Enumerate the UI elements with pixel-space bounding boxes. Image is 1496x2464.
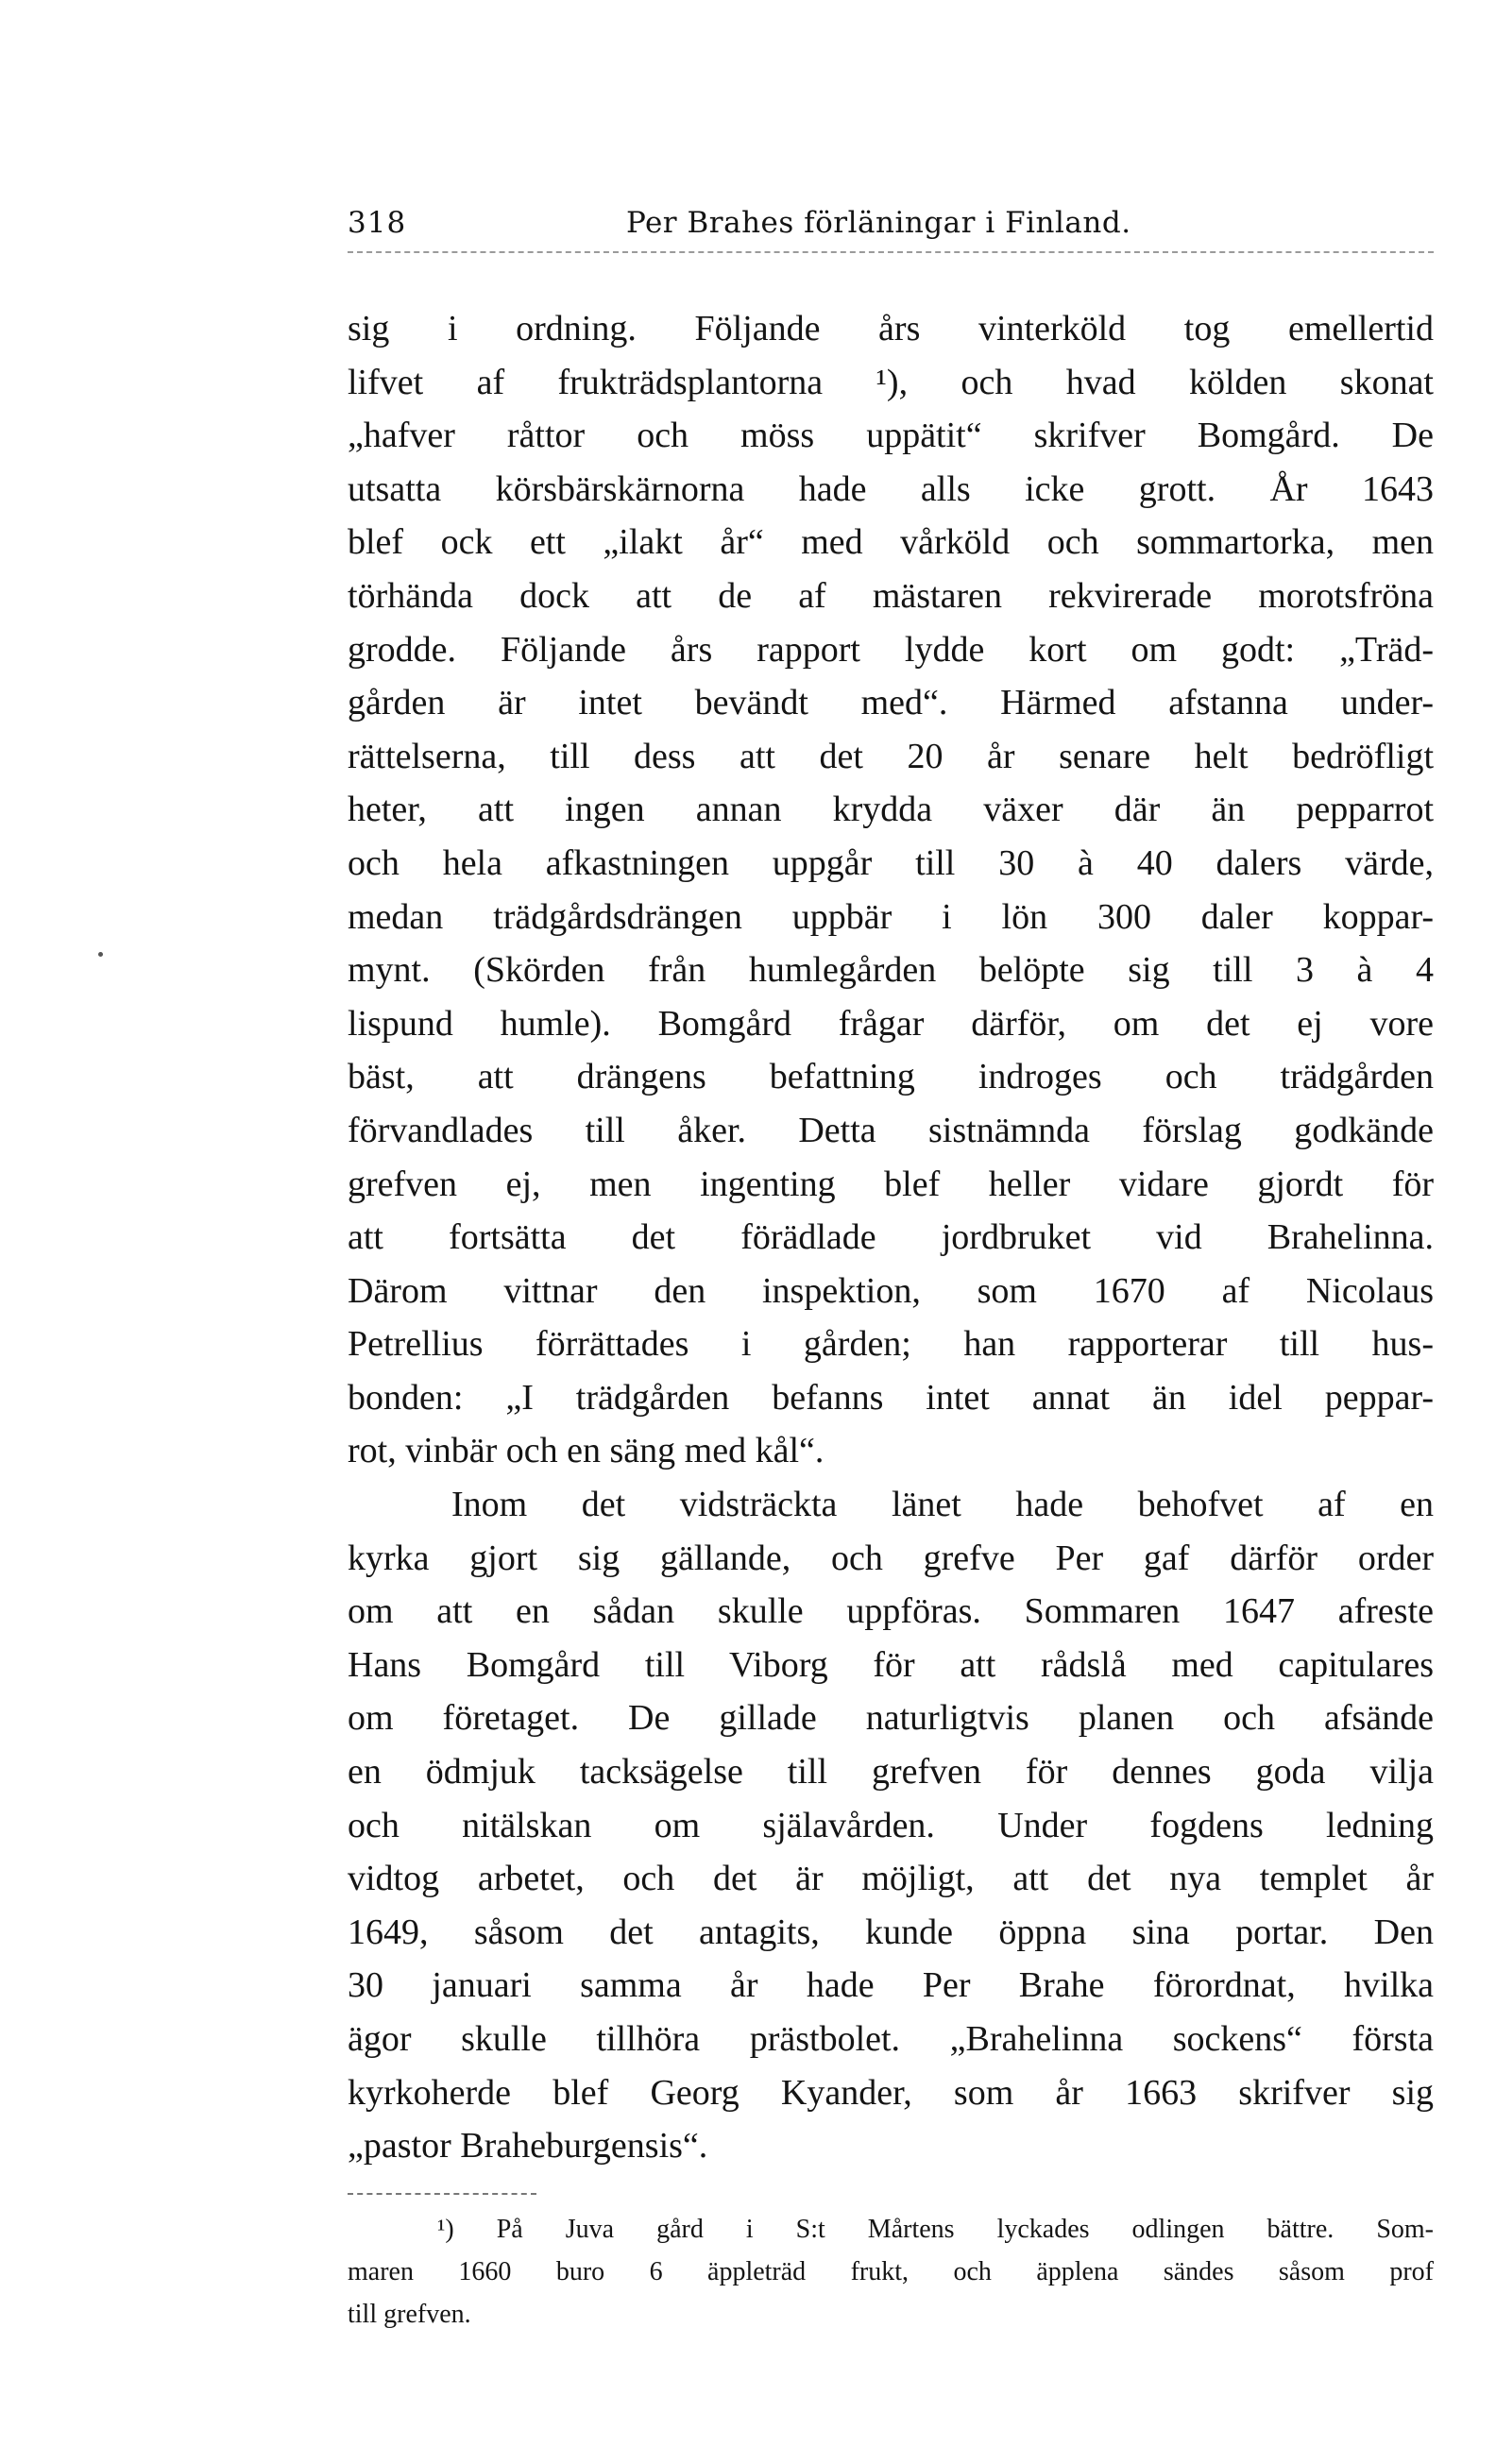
text-line: bäst, att drängens befattning indroges och trädgården bbox=[348, 1057, 1434, 1097]
text-line: sig i ordning. Följande års vinterköld tog emellertid bbox=[348, 309, 1434, 348]
text-line: „hafver råttor och möss uppätit“ skrifver Bomgård. De bbox=[348, 416, 1434, 456]
text-line: förvandlades till åker. Detta sistnämnda förslag godkände bbox=[348, 1110, 1434, 1150]
text-line: kyrka gjort sig gällande, och grefve Per gaf därför order bbox=[348, 1538, 1434, 1578]
text-line: Därom vittnar den inspektion, som 1670 af Nicolaus bbox=[348, 1270, 1434, 1311]
text-line: Hans Bomgård till Viborg för att rådslå med capitulares bbox=[348, 1644, 1434, 1685]
footnote bbox=[348, 2208, 1434, 2336]
page-number: 318 bbox=[348, 206, 407, 240]
text-line: ägor skulle tillhöra prästbolet. „Brahelinna sockens“ första bbox=[348, 2019, 1434, 2059]
text-line: grodde. Följande års rapport lydde kort om godt: „Träd- bbox=[348, 629, 1434, 670]
text-line: och hela afkastningen uppgår till 30 à 40 dalers värde, bbox=[348, 842, 1434, 883]
body-text bbox=[348, 302, 1434, 2173]
text-line: törhända dock att de af mästaren rekvirerade morotsfröna bbox=[348, 575, 1434, 616]
text-line: heter, att ingen annan krydda växer där än pepparrot bbox=[348, 790, 1434, 830]
text-line: rättelserna, till dess att det 20 år senare helt bedröfligt bbox=[348, 736, 1434, 776]
text-line: om att en sådan skulle uppföras. Sommaren 1647 afreste bbox=[348, 1591, 1434, 1632]
running-title: Per Brahes förläningar i Finland. bbox=[626, 206, 1131, 240]
text-line: grefven ej, men ingenting blef heller vidare gjordt för bbox=[348, 1164, 1434, 1204]
text-line: lispund humle). Bomgård frågar därför, om det ej vore bbox=[348, 1003, 1434, 1044]
text-line: en ödmjuk tacksägelse till grefven för dennes goda vilja bbox=[348, 1752, 1434, 1793]
text-line: medan trädgårdsdrängen uppbär i lön 300 daler koppar- bbox=[348, 896, 1434, 937]
text-line: bonden: „I trädgården befanns intet annat än idel peppar- bbox=[348, 1377, 1434, 1418]
margin-speck bbox=[98, 952, 103, 957]
text-line: om företaget. De gillade naturligtvis planen och afsände bbox=[348, 1698, 1434, 1739]
text-line: Petrellius förrättades i gården; han rapporterar till hus- bbox=[348, 1324, 1434, 1365]
text-line: kyrkoherde blef Georg Kyander, som år 1663 skrifver sig bbox=[348, 2072, 1434, 2113]
page-header bbox=[348, 206, 1434, 247]
paragraph-start-line: Inom det vidsträckta länet hade behofvet af en bbox=[451, 1485, 1434, 1525]
footnote-line: till grefven. bbox=[348, 2300, 471, 2329]
footnote-separator bbox=[348, 2193, 536, 2195]
text-line: lifvet af frukträdsplantorna ¹), och hvad kölden skonat bbox=[348, 362, 1434, 402]
text-line: 30 januari samma år hade Per Brahe förordnat, hvilka bbox=[348, 1965, 1434, 2006]
footnote-line: ¹) På Juva gård i S:t Mårtens lyckades odlingen bättre. Som- bbox=[437, 2215, 1434, 2244]
text-line: 1649, såsom det antagits, kunde öppna sina portar. Den bbox=[348, 1912, 1434, 1952]
text-line: blef ock ett „ilakt år“ med vårköld och sommartorka, men bbox=[348, 522, 1434, 563]
text-line: att fortsätta det förädlade jordbruket vid Brahelinna. bbox=[348, 1217, 1434, 1258]
text-line: och nitälskan om själavården. Under fogdens ledning bbox=[348, 1805, 1434, 1845]
text-line: mynt. (Skörden från humlegården belöpte sig till 3 à 4 bbox=[348, 950, 1434, 991]
text-line: utsatta körsbärskärnorna hade alls icke grott. År 1643 bbox=[348, 468, 1434, 509]
header-rule bbox=[348, 251, 1434, 253]
text-line: gården är intet bevändt med“. Härmed afstanna under- bbox=[348, 683, 1434, 723]
footnote-line: maren 1660 buro 6 äppleträd frukt, och äpplena sändes såsom prof bbox=[348, 2257, 1434, 2286]
paragraph-end-line: „pastor Braheburgensis“. bbox=[348, 2126, 708, 2167]
paragraph-end-line: rot, vinbär och en säng med kål“. bbox=[348, 1431, 824, 1471]
text-line: vidtog arbetet, och det är möjligt, att det nya templet år bbox=[348, 1859, 1434, 1899]
